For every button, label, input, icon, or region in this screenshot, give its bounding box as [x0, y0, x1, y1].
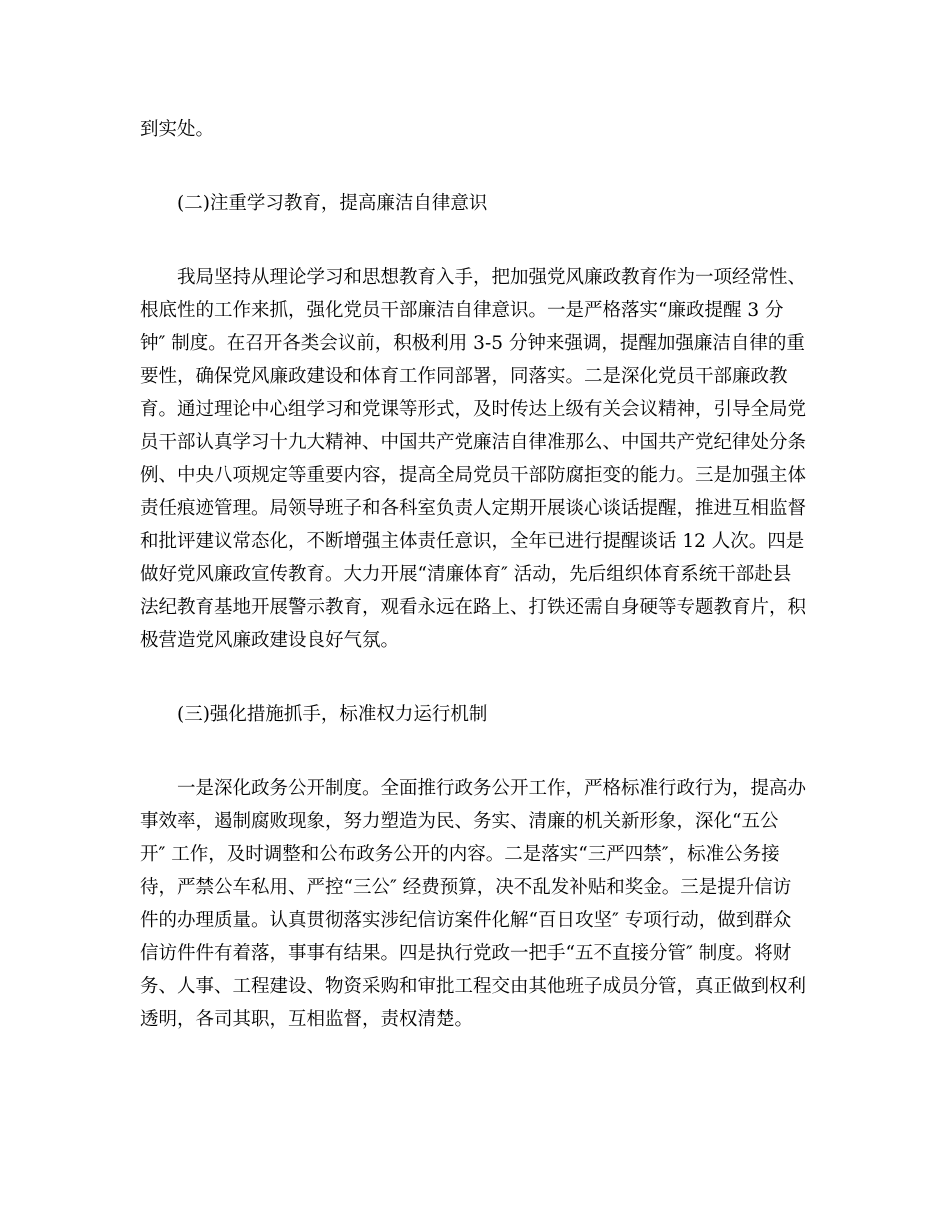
paragraph-line: 例、中央八项规定等重要内容，提高全局党员干部防腐拒变的能力。三是加强主体 [140, 465, 807, 486]
paragraph-line: 钟″ 制度。在召开各类会议前，积极利用 3-5 分钟来强调，提醒加强廉洁自律的重 [140, 333, 805, 354]
paragraph-line: 开″ 工作，及时调整和公布政务公开的内容。二是落实“三严四禁″，标准公务接 [140, 844, 780, 865]
paragraph-line: 透明，各司其职，互相监督，责权清楚。 [140, 1009, 474, 1030]
paragraph-line: 要性，确保党风廉政建设和体育工作同部署，同落实。二是深化党员干部廉政教 [140, 366, 788, 387]
paragraph-line: 育。通过理论中心组学习和党课等形式，及时传达上级有关会议精神，引导全局党 [140, 399, 807, 420]
paragraph-line: 件的办理质量。认真贯彻落实涉纪信访案件化解“百日攻坚″ 专项行动，做到群众 [140, 910, 792, 931]
paragraph-line: 责任痕迹管理。局领导班子和各科室负责人定期开展谈心谈话提醒，推进互相监督 [140, 498, 807, 519]
paragraph-line: 根底性的工作来抓，强化党员干部廉洁自律意识。一是严格落实“廉政提醒 3 分 [140, 300, 784, 321]
continuation-text: 到实处。 [140, 119, 215, 140]
section-heading: (三)强化措施抓手，标准权力运行机制 [177, 704, 488, 725]
paragraph-line: 待，严禁公车私用、严控“三公″ 经费预算，决不乱发补贴和奖金。三是提升信访 [140, 877, 792, 898]
paragraph-line: 做好党风廉政宣传教育。大力开展“清廉体育″ 活动，先后组织体育系统干部赴县 [140, 564, 792, 585]
section-heading: (二)注重学习教育，提高廉洁自律意识 [177, 193, 488, 214]
paragraph-line: 员干部认真学习十九大精神、中国共产党廉洁自律准那么、中国共产党纪律处分条 [140, 432, 807, 453]
paragraph-line: 极营造党风廉政建设良好气氛。 [140, 630, 400, 651]
paragraph-line: 务、人事、工程建设、物资采购和审批工程交由其他班子成员分管，真正做到权利 [140, 976, 807, 997]
paragraph-line: 我局坚持从理论学习和思想教育入手，把加强党风廉政教育作为一项经常性、 [177, 267, 807, 288]
paragraph-line: 法纪教育基地开展警示教育，观看永远在路上、打铁还需自身硬等专题教育片，积 [140, 597, 807, 618]
paragraph-line: 信访件件有着落，事事有结果。四是执行党政一把手“五不直接分管″ 制度。将财 [140, 943, 792, 964]
paragraph-line: 和批评建议常态化，不断增强主体责任意识，全年已进行提醒谈话 12 人次。四是 [140, 531, 805, 552]
paragraph-line: 一是深化政务公开制度。全面推行政务公开工作，严格标准行政行为，提高办 [177, 778, 807, 799]
paragraph-line: 事效率，遏制腐败现象，努力塑造为民、务实、清廉的机关新形象，深化“五公 [140, 811, 779, 832]
